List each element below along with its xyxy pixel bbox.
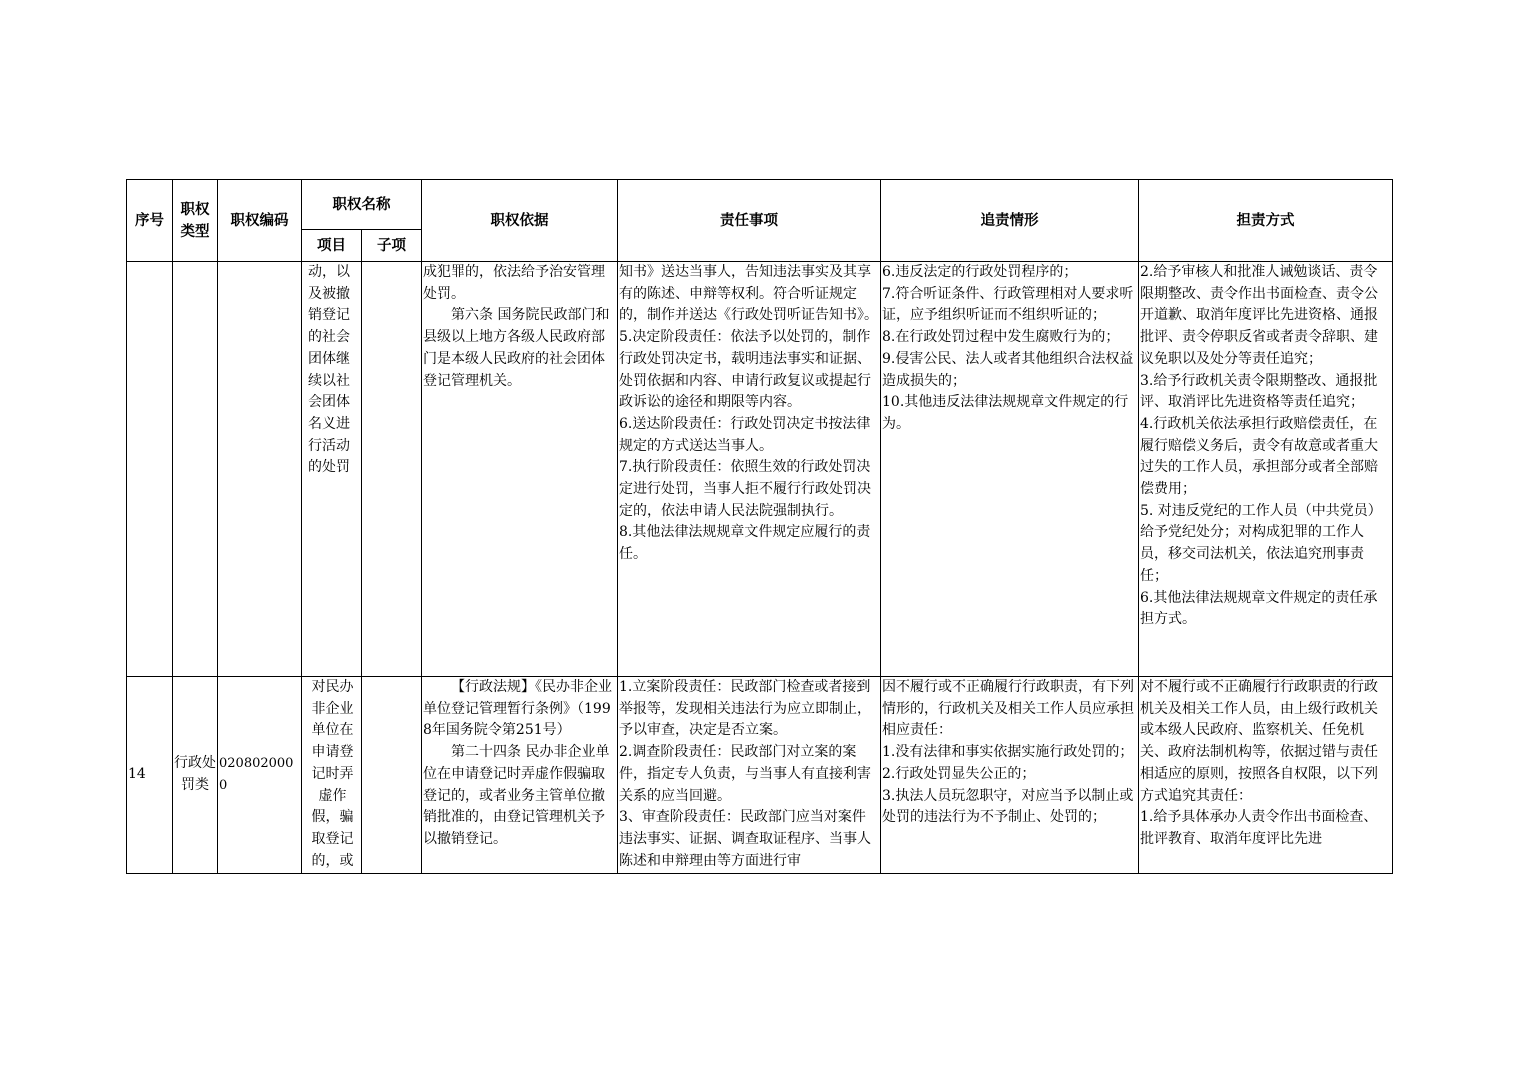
row-type: 行政处罚类	[173, 677, 218, 874]
header-item: 项目	[302, 230, 362, 262]
header-row	[127, 180, 1393, 230]
row-responsibility: 知书》送达当事人，告知违法事实及其享有的陈述、申辩等权利。符合听证规定的，制作并送达《行政处罚听证告知书》。 5.决定阶段责任：依法予以处罚的，制作行政处罚决定书，载明违法事实和证据、处罚依据和内容、申请行政复议或提起行政诉讼的途径和期限等内容。 6.送达阶段责任：行政处罚决定书按法律规定的方式送达当事人。 7.执行阶段责任：依照生效的行政处罚决定进行处罚，当事人拒不履行行政处罚决定的，依法申请人民法院强制执行。 8.其他法律法规规章文件规定应履行的责任。	[618, 262, 881, 677]
header-name: 职权名称	[302, 180, 422, 230]
table-row	[127, 677, 1393, 874]
row-accountability: 因不履行或不正确履行行政职责，有下列情形的，行政机关及相关工作人员应承担相应责任： 1.没有法律和事实依据实施行政处罚的； 2.行政处罚显失公正的； 3.执法人员玩忽职守，对应当予以制止或处罚的违法行为不予制止、处罚的；	[881, 677, 1139, 874]
row-subitem	[362, 677, 422, 874]
table-row	[127, 262, 1393, 677]
row-seq	[127, 262, 173, 677]
row-item: 动，以及被撤销登记的社会团体继续以社会团体名义进行活动的处罚	[302, 262, 362, 677]
row-basis	[422, 262, 618, 677]
header-seq: 序号	[127, 180, 173, 262]
header-type: 职权类型	[173, 180, 218, 262]
row-responsibility: 1.立案阶段责任：民政部门检查或者接到举报等，发现相关违法行为应立即制止，予以审查，决定是否立案。 2.调查阶段责任：民政部门对立案的案件，指定专人负责，与当事人有直接利害关系的应当回避。 3、审查阶段责任：民政部门应当对案件违法事实、证据、调查取证程序、当事人陈述和申辩理由等方面进行审	[618, 677, 881, 874]
header-liability: 担责方式	[1139, 180, 1393, 262]
header-responsibility: 责任事项	[618, 180, 881, 262]
basis-line: 第六条 国务院民政部门和县级以上地方各级人民政府部门是本级人民政府的社会团体登记管理机关。	[423, 307, 610, 389]
row-code	[218, 262, 302, 677]
row-type	[173, 262, 218, 677]
row-code: 0208020000	[218, 677, 302, 874]
header-subitem: 子项	[362, 230, 422, 262]
basis-line: 【行政法规】《民办非企业单位登记管理暂行条例》（1998年国务院令第251号）	[423, 679, 612, 739]
row-item: 对民办非企业单位在申请登记时弄虚作假，骗取登记的，或	[302, 677, 362, 874]
row-subitem	[362, 262, 422, 677]
row-liability: 2.给予审核人和批准人诫勉谈话、责令限期整改、责令作出书面检查、责令公开道歉、取消年度评比先进资格、通报批评、责令停职反省或者责令辞职、建议免职以及处分等责任追究； 3.给予行政机关责令限期整改、通报批评、取消评比先进资格等责任追究； 4.行政机关依法承担行政赔偿责任，在履行赔偿义务后，责令有故意或者重大过失的工作人员，承担部分或者全部赔偿费用； 5. 对违反党纪的工作人员（中共党员）给予党纪处分；对构成犯罪的工作人员，移交司法机关，依法追究刑事责任； 6.其他法律法规规章文件规定的责任承担方式。	[1139, 262, 1393, 677]
power-responsibility-table	[126, 179, 1393, 874]
header-basis: 职权依据	[422, 180, 618, 262]
header-accountability: 追责情形	[881, 180, 1139, 262]
header-code: 职权编码	[218, 180, 302, 262]
row-basis	[422, 677, 618, 874]
row-seq: 14	[127, 677, 173, 874]
basis-line: 第二十四条 民办非企业单位在申请登记时弄虚作假骗取登记的，或者业务主管单位撤销批准的，由登记管理机关予以撤销登记。	[423, 744, 610, 847]
row-accountability: 6.违反法定的行政处罚程序的； 7.符合听证条件、行政管理相对人要求听证，应予组织听证而不组织听证的； 8.在行政处罚过程中发生腐败行为的； 9.侵害公民、法人或者其他组织合法权益造成损失的； 10.其他违反法律法规规章文件规定的行为。	[881, 262, 1139, 677]
basis-line: 成犯罪的，依法给予治安管理处罚。	[423, 264, 605, 302]
row-liability: 对不履行或不正确履行行政职责的行政机关及相关工作人员，由上级行政机关或本级人民政府、监察机关、任免机关、政府法制机构等，依据过错与责任相适应的原则，按照各自权限，以下列方式追究其责任： 1.给予具体承办人责令作出书面检查、批评教育、取消年度评比先进	[1139, 677, 1393, 874]
